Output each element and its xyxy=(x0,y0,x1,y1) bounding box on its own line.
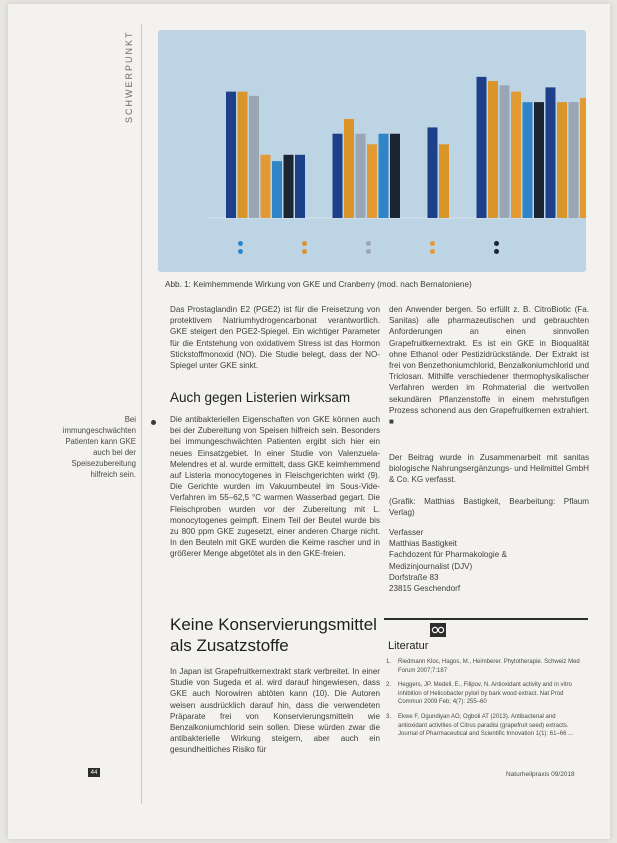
chart-bar xyxy=(284,155,294,218)
literature-rule xyxy=(384,618,588,620)
literature-item-number: 1. xyxy=(386,659,392,665)
chart-bar xyxy=(238,92,248,218)
col2-paragraph-2: Der Beitrag wurde in Zusammenarbeit mit sanitas biologische Nahrungsergänzungs- und Heilmittel GmbH & Co. KG verfasst. xyxy=(389,453,589,485)
chart-bar xyxy=(356,134,366,218)
legend-swatch xyxy=(430,241,435,246)
legend-item xyxy=(238,241,302,246)
chart-bar xyxy=(580,98,586,218)
chart-bar xyxy=(557,102,567,218)
literature-title: Literatur xyxy=(388,640,429,652)
legend-swatch xyxy=(494,249,499,254)
literature-item xyxy=(384,713,584,739)
literature-item xyxy=(384,658,584,675)
literature-item-number: 3. xyxy=(386,713,392,720)
chart-bar xyxy=(428,127,438,218)
book-icon xyxy=(430,623,446,637)
chart-bar xyxy=(379,134,389,218)
author-role-2: Medizinjournalist (DJV) xyxy=(389,561,473,571)
legend-item xyxy=(302,241,366,246)
chart-bar xyxy=(344,119,354,218)
literature-item xyxy=(384,681,584,707)
legend-item xyxy=(366,249,430,254)
legend-item xyxy=(430,249,494,254)
col1-paragraph-1: Das Prostaglandin E2 (PGE2) ist für die Freisetzung von protektivem Natriumhydrogencarbonat verantwortlich. GKE steigert den PGE2-Spiegel. Ein wichtiger Parameter für die Entstehung von oxidativem Stress ist das Hormon Stickstoffmonoxid (NO). Die Studie belegt, dass der NO-Spiegel unter GKE sinkt. xyxy=(170,305,380,371)
literature-item-number: 2. xyxy=(386,682,392,689)
chart-bar xyxy=(500,85,510,218)
column-rule xyxy=(141,24,142,804)
legend-swatch xyxy=(238,249,243,254)
author-street: Dorfstraße 83 xyxy=(389,572,439,582)
footer-issue: Naturheilpraxis 09/2018 xyxy=(506,771,575,778)
legend-swatch xyxy=(366,249,371,254)
chart-bar xyxy=(546,87,556,218)
author-name: Matthias Bastigkeit xyxy=(389,539,457,549)
chart-bar xyxy=(477,77,487,218)
page xyxy=(8,4,610,839)
bullet-marker xyxy=(151,420,156,425)
author-label: Verfasser xyxy=(389,528,424,537)
chart-bar xyxy=(367,144,377,218)
chart-bar xyxy=(534,102,544,218)
author-role-1: Fachdozent für Pharmakologie & xyxy=(389,550,507,560)
bar-chart xyxy=(158,30,586,272)
legend-swatch xyxy=(238,241,243,246)
chart-legend xyxy=(238,241,558,254)
chart-bar xyxy=(511,92,521,218)
col2-paragraph-3: (Grafik: Matthias Bastigkeit, Bearbeitung: Pflaum Verlag) xyxy=(389,497,589,518)
figure-chart xyxy=(158,30,586,272)
legend-item xyxy=(302,249,366,254)
heading-konservierung: Keine Konservierungsmittel als Zusatzstoffe xyxy=(170,615,377,655)
chart-bar xyxy=(261,155,271,218)
col1-paragraph-2: Die antibakteriellen Eigenschaften von GKE können auch bei der Zubereitung von Speisen hilfreich sein. Besonders bei immungeschwächten Patienten ergibt sich hier ein neues Einsatzgebiet. In einer Studie von Valenzuela-Melendres et al. wurde ermittelt, dass GKE keimhemmend auf Listeria monocytogenes in Fleischgerichten wirkt (9). Die Gerichte wurden im Vakuumbeutel im Sous-Vide-Verfahren im 55–62,5 °C warmen Wasserbad gegart. Die Fleischproben wurden vor der Zubereitung mit L. monocytogenes geimpft. Einem Teil der Beutel wurde bis zu 800 ppm GKE zugesetzt, einer anderen Charge nicht. In den Beuteln mit GKE wurden die Keime rascher und in größerer Menge abgetötet als in den GKE-freien. xyxy=(170,415,380,559)
legend-item xyxy=(430,241,494,246)
legend-item xyxy=(494,241,558,246)
legend-item xyxy=(238,249,302,254)
page-number: 44 xyxy=(88,768,100,777)
col2-paragraph-1: den Anwender bergen. So erfüllt z. B. CitroBiotic (Fa. Sanitas) alle pharmazeutischen und gebrauchten Anforderungen an einen sinnvollen Grapefruitkernextrakt. Es ist ein GKE in Bioqualität ohne Ethanol oder Pestizidrückstände. Der Extrakt ist frei von Benzethoniumchlorid, Benzalkoniumchlorid und Triclosan. Mithilfe verschiedener thermophysikalischer Verfahren werden im Rohmaterial die wertvollen sekundären Pflanzenstoffe in einem mehrstufigen Prozess schonend aus den Grapefruitkernen extrahiert. ■ xyxy=(389,305,589,427)
author-city: 23815 Geschendorf xyxy=(389,584,461,594)
literature-item-text: Heggers, JP. Medell, E., Filipov, N. Antioxidant activity and in vitro inhibition of Helicobacter pylori by bark wood extract. Nat Prod Commun 2009 Feb; 4(7): 255–60 xyxy=(398,682,572,706)
chart-bar xyxy=(488,81,498,218)
col1-paragraph-3: In Japan ist Grapefruitkernextrakt stark verbreitet. In einer Studie von Sugeda et al. wird darauf hingewiesen, dass GKE auch Norowiren abtöten kann (10). Die Autoren weisen ausdrücklich darauf hin, dass die verwendeten Präparate frei von Konservierungsmitteln wie Benzalkoniumchlorid sein sollen. Diese würden zwar die antibakterielle Wirkung steigern, aber auch ein gesundheitliches Risiko für xyxy=(170,667,380,755)
chart-bar xyxy=(295,155,305,218)
legend-swatch xyxy=(430,249,435,254)
heading-listerien: Auch gegen Listerien wirksam xyxy=(170,390,351,405)
chart-bar xyxy=(569,102,579,218)
side-note: Bei immungeschwächten Patienten kann GKE auch bei der Speisezubereitung hilfreich sein. xyxy=(62,415,136,479)
section-label: SCHWERPUNKT xyxy=(124,30,134,124)
literature-item-text: Ekwe F, Ogundiyan AO, Ogboli AT (2013). Antibacterial and antioxidant activities of Citrus paradisi (grapefruit seed) extracts. Journal of Pharmaceutical and Scientific Innovation 1(1): 61–66 ... xyxy=(398,713,574,738)
legend-item xyxy=(494,249,558,254)
legend-item xyxy=(366,241,430,246)
literature-item-text: Riedmann Kloc, Hagos, M., Heimberer. Phytotherapie. Schweiz Med Forum 2007;7:187 xyxy=(398,659,580,674)
legend-swatch xyxy=(494,241,499,246)
legend-swatch xyxy=(302,241,307,246)
author-block xyxy=(389,527,507,594)
chart-bar xyxy=(333,134,343,218)
figure-caption: Abb. 1: Keimhemmende Wirkung von GKE und Cranberry (mod. nach Bernatoniene) xyxy=(165,280,472,289)
legend-swatch xyxy=(302,249,307,254)
chart-bar xyxy=(249,96,259,218)
chart-bar xyxy=(390,134,400,218)
chart-bar xyxy=(523,102,533,218)
literature-list xyxy=(384,658,584,745)
chart-bar xyxy=(272,161,282,218)
literature-box xyxy=(384,618,588,796)
legend-swatch xyxy=(366,241,371,246)
chart-bar xyxy=(439,144,449,218)
chart-bar xyxy=(226,92,236,218)
